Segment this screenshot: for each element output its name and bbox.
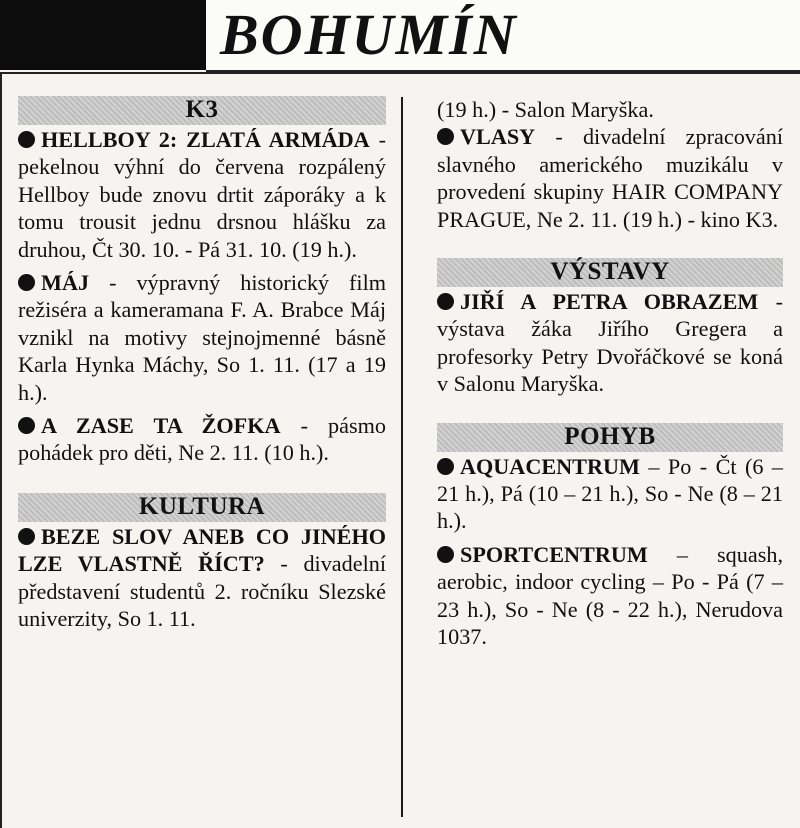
event-description: - výpravný historický film režiséra a kameramana F. A. Brabce Máj vznikl na motivy stejnojmenné básně Karla Hynka Máchy, So 1. 11. (17 a 19 h.). [18, 270, 386, 405]
bullet-icon [437, 128, 454, 145]
event-description: - pásmo pohádek pro děti, Ne 2. 11. (10 h.). [18, 413, 386, 466]
event-title: JIŘÍ A PETRA OBRAZEM [460, 289, 759, 315]
page-title: BOHUMÍN [206, 0, 800, 72]
event-title: BEZE SLOV ANEB CO JINÉHO LZE VLASTNĚ ŘÍCT? [18, 523, 386, 577]
section-header-pohyb: POHYB [437, 423, 783, 452]
event-description: – squash, aerobic, indoor cycling – Po - Pá (7 – 23 h.), So - Ne (8 - 22 h.), Nerudova 1037. [437, 541, 783, 650]
event-title: AQUACENTRUM [460, 453, 640, 479]
event-description: - divadelní zpracování slavného amerického muzikálu v provedení skupiny HAIR COMPANY PRAGUE, Ne 2. 11. (19 h.) - kino K3. [437, 124, 783, 232]
event-description: - pekelnou výhní do červena rozpálený Hellboy bude znovu drtit záporáky a k tomu trousit jednu drsnou hlášku za druhou, Čt 30. 10. - Pá 31. 10. (19 h.). [18, 127, 387, 262]
event-title: SPORTCENTRUM [460, 541, 648, 567]
bullet-icon [18, 274, 35, 291]
column-divider [401, 97, 403, 817]
event-description: - divadelní představení studentů 2. ročníku Slezské univerzity, So 1. 11. [18, 551, 387, 632]
event-title: VLASY [460, 124, 536, 150]
event-aquacentrum [437, 453, 783, 535]
event-description: - výstava žáka Jiřího Gregera a profesorky Petry Dvořáčkové se koná v Salonu Maryška. [437, 289, 784, 397]
event-obrazem [437, 288, 783, 398]
event-beze-slov [18, 523, 386, 633]
event-maj [18, 269, 386, 406]
event-title: MÁJ [41, 270, 90, 296]
masthead-black-bar [0, 0, 206, 70]
bullet-icon [18, 417, 35, 434]
bullet-icon [18, 131, 35, 148]
event-zofka [18, 412, 386, 467]
event-description: – Po - Čt (6 – 21 h.), Pá (10 – 21 h.), So - Ne (8 – 21 h.). [437, 453, 783, 534]
event-vlasy [437, 123, 783, 233]
event-sportcentrum [437, 541, 783, 651]
section-header-kultura: KULTURA [18, 493, 386, 522]
bullet-icon [437, 293, 454, 310]
masthead [0, 0, 800, 70]
bullet-icon [18, 528, 35, 545]
event-title: A ZASE TA ŽOFKA [41, 413, 281, 439]
event-title: HELLBOY 2: ZLATÁ ARMÁDA [41, 127, 370, 152]
section-header-vystavy: VÝSTAVY [437, 258, 783, 287]
event-hellboy [18, 126, 386, 263]
left-column [18, 96, 386, 633]
section-header-k3: K3 [18, 96, 386, 125]
continued-text: (19 h.) - Salon Maryška. [437, 97, 654, 122]
bullet-icon [437, 458, 454, 475]
bullet-icon [437, 546, 454, 563]
right-column [437, 96, 783, 651]
